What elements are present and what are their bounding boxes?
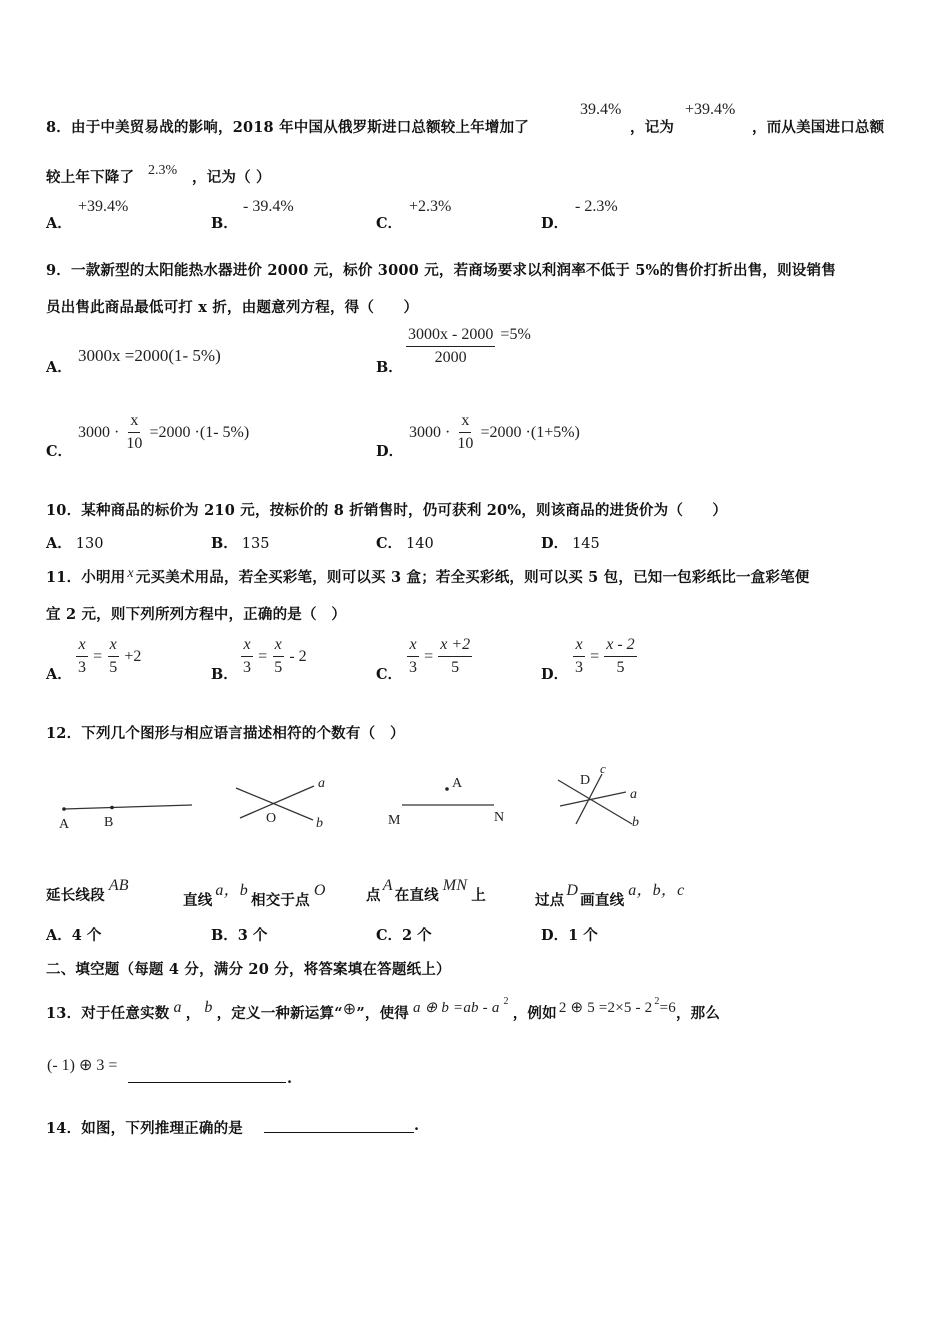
point-a	[445, 787, 449, 791]
q8-line2: 较上年下降了	[46, 169, 135, 186]
q8-value-1: 39.4%	[580, 101, 622, 118]
q11-option-c-label: C．	[376, 666, 403, 683]
label-c: c	[600, 761, 606, 776]
point-b	[110, 806, 114, 810]
q8-line1: 8．由于中美贸易战的影响，2018 年中国从俄罗斯进口总额较上年增加了	[46, 119, 529, 136]
label-a: A	[59, 817, 70, 832]
label-m: M	[388, 813, 401, 828]
q14-line1: 14．如图，下列推理正确的是	[46, 1120, 243, 1137]
q9-option-c-fraction: $\frac{x}{10}$	[126, 412, 143, 452]
q12-option-d: D．1 个	[541, 927, 598, 944]
label-b: b	[632, 815, 639, 830]
q8-option-b-label: B．	[211, 215, 238, 232]
q12-option-a: A．4 个	[46, 927, 102, 944]
label-a: a	[318, 776, 325, 791]
q8-text-usa: ，而从美国进口总额	[752, 119, 885, 136]
figure-three-lines-through-point	[550, 758, 660, 830]
q13-answer-blank[interactable]	[128, 1066, 286, 1083]
point-a	[62, 807, 66, 811]
q10-option-a: A． 130	[46, 535, 104, 552]
q11-option-a: $\frac{x}{3}$ = $\frac{x}{5}$ +2	[78, 636, 142, 676]
q12-option-b: B．3 个	[211, 927, 268, 944]
q8-option-c-label: C．	[376, 215, 403, 232]
q13-period: .	[287, 1070, 293, 1087]
line-a	[240, 786, 314, 818]
label-b: b	[316, 816, 323, 831]
q12-desc-3: 点A在直线MN上	[366, 877, 486, 904]
q11-option-b-label: B．	[211, 666, 238, 683]
q8-option-a: +39.4%	[78, 198, 129, 215]
q9-line2: 员出售此商品最低可打 x 折，由题意列方程，得（ ）	[46, 299, 419, 316]
q9-option-d-label: D．	[376, 443, 404, 460]
q8-text-recorded: ，记为	[630, 119, 675, 136]
q9-option-c: 3000 · $\frac{x}{10}$ =2000 ·(1- 5%)	[78, 412, 250, 452]
q12-option-c: C．2 个	[376, 927, 432, 944]
q9-option-a-label: A．	[46, 359, 72, 376]
q11-option-d-label: D．	[541, 666, 569, 683]
label-d: D	[580, 773, 591, 788]
q9-line1: 9．一款新型的太阳能热水器进价 2000 元，标价 3000 元，若商场要求以利润率不低于 5%的售价打折出售，则设销售	[46, 262, 836, 279]
q13-expression: (- 1) ⊕ 3 =	[47, 1057, 118, 1074]
segment-line	[64, 805, 192, 809]
figure-segment-ab	[54, 790, 199, 835]
line-a	[560, 792, 626, 806]
q11-line2: 宜 2 元，则下列所列方程中，正确的是（ ）	[46, 606, 347, 623]
q11-option-c: $\frac{x}{3}$ = $\frac{x +2}{5}$	[409, 636, 471, 676]
q8-value-3: 2.3%	[148, 163, 178, 178]
q8-value-2: +39.4%	[685, 101, 736, 118]
q14-answer-blank[interactable]	[264, 1118, 414, 1133]
q8-option-a-label: A．	[46, 215, 72, 232]
q9-option-a: 3000x =2000(1- 5%)	[78, 346, 221, 365]
q12-desc-4: 过点D画直线a，b，c	[535, 882, 685, 909]
q10-line1: 10．某种商品的标价为 210 元，按标价的 8 折销售时，仍可获利 20%，则该商品的进货价为（ ）	[46, 502, 728, 519]
q8-option-c: +2.3%	[409, 198, 452, 215]
q8-option-d: - 2.3%	[575, 198, 618, 215]
q9-option-b-fraction: $\frac{3000x - 2000}{2000}$	[408, 326, 494, 366]
label-o: O	[266, 811, 277, 826]
q11-option-a-label: A．	[46, 666, 72, 683]
q9-option-b: $\frac{3000x - 2000}{2000}$ =5%	[408, 326, 531, 366]
q11-option-d: $\frac{x}{3}$ = $\frac{x - 2}{5}$	[575, 636, 635, 676]
q8-option-b: - 39.4%	[243, 198, 294, 215]
q8-line2-end: ，记为（ ）	[192, 169, 271, 186]
q10-option-d: D． 145	[541, 535, 600, 552]
label-n: N	[494, 810, 505, 825]
label-b: B	[104, 815, 114, 830]
q13-line1: 13．对于任意实数 a ， b ，定义一种新运算“⊕”，使得 a ⊕ b =ab - a $^2$，例如 2 ⊕ 5 =2×5 - 2 $^2$=6，那么	[46, 996, 721, 1022]
q11-line1: 11．小明用 x 元买美术用品，若全买彩笔，则可以买 3 盒；若全买彩纸，则可以买 5 包，已知一包彩纸比一盒彩笔便	[46, 566, 810, 586]
label-a: a	[630, 787, 637, 802]
q10-option-b: B． 135	[211, 535, 270, 552]
q9-option-d-fraction: $\frac{x}{10}$	[457, 412, 474, 452]
figure-point-and-line	[384, 768, 514, 830]
figure-intersecting-lines	[228, 770, 338, 832]
q10-option-c: C． 140	[376, 535, 434, 552]
q9-option-d: 3000 · $\frac{x}{10}$ =2000 ·(1+5%)	[409, 412, 580, 452]
q9-option-c-label: C．	[46, 443, 73, 460]
q9-option-b-label: B．	[376, 359, 403, 376]
q12-desc-2: 直线a，b相交于点O	[183, 882, 326, 909]
q12-desc-1: 延长线段AB	[46, 877, 129, 904]
label-a: A	[452, 776, 463, 791]
q14-period: .	[414, 1117, 420, 1134]
q12-line1: 12．下列几个图形与相应语言描述相符的个数有（ ）	[46, 725, 405, 742]
q11-option-b: $\frac{x}{3}$ = $\frac{x}{5}$ - 2	[243, 636, 307, 676]
section-fill-in-blank-heading: 二、填空题（每题 4 分，满分 20 分，将答案填在答题纸上）	[46, 961, 451, 978]
q8-option-d-label: D．	[541, 215, 569, 232]
